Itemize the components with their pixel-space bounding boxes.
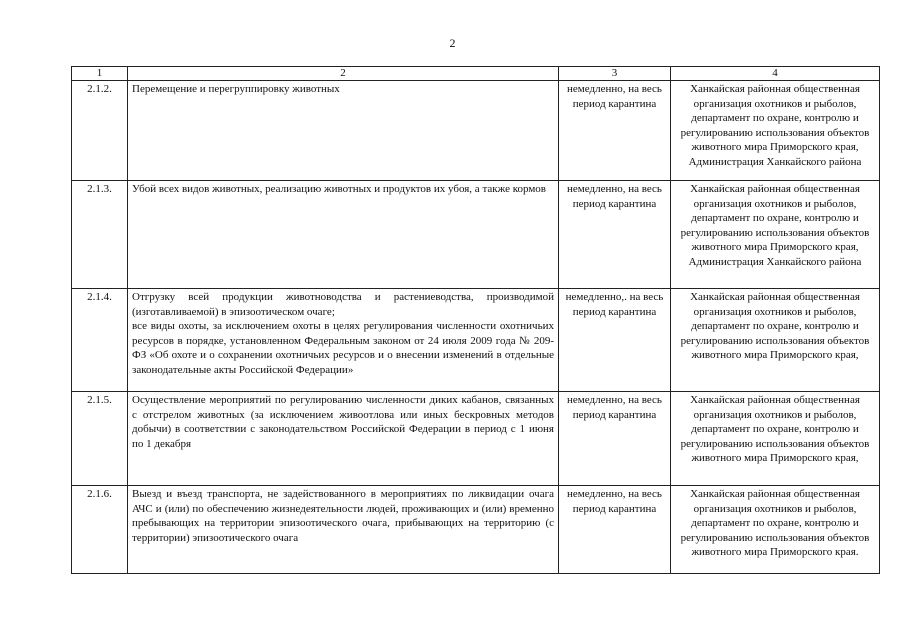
measure-term: немедленно, на весь период карантина — [559, 81, 671, 181]
measure-description — [128, 486, 559, 574]
item-number: 2.1.6. — [72, 486, 128, 574]
responsible-party: Ханкайская районная общественная организация охотников и рыболов, департамент по охране, контролю и регулированию использования объектов животного мира Приморского края, Администрация Ханкайского района — [671, 181, 880, 289]
table-row — [72, 289, 880, 392]
measure-term: немедленно,. на весь период карантина — [559, 289, 671, 392]
measure-text: Выезд и въезд транспорта, не задействованного в мероприятиях по ликвидации очага АЧС и (или) по обеспечению жизнедеятельности людей, проживающих и (или) временно пребывающих на территории эпизоотического очага, прибывающих на территорию (с территории) эпизоотического очага — [132, 488, 554, 544]
table-row — [72, 81, 880, 181]
responsible-party: Ханкайская районная общественная организация охотников и рыболов, департамент по охране, контролю и регулированию использования объектов животного мира Приморского края, Администрация Ханкайского района — [671, 81, 880, 181]
measure-description — [128, 289, 559, 392]
item-number: 2.1.5. — [72, 392, 128, 486]
measure-text: Осуществление мероприятий по регулированию численности диких кабанов, связанных с отстрелом животных (за исключением живоотлова или иных бескровных методов добычи) в соответствии с законодательством Российской Федерации в период с 1 июня по 1 декабря — [132, 394, 554, 450]
measure-term: немедленно, на весь период карантина — [559, 392, 671, 486]
table-row — [72, 181, 880, 289]
column-header-1: 1 — [72, 67, 128, 81]
measure-description — [128, 181, 559, 289]
responsible-party: Ханкайская районная общественная организация охотников и рыболов, департамент по охране, контролю и регулированию использования объектов животного мира Приморского края, — [671, 392, 880, 486]
item-number: 2.1.4. — [72, 289, 128, 392]
measure-term: немедленно, на весь период карантина — [559, 486, 671, 574]
item-number: 2.1.3. — [72, 181, 128, 289]
measure-text: Убой всех видов животных, реализацию животных и продуктов их убоя, а также кормов — [132, 183, 546, 195]
measure-text: все виды охоты, за исключением охоты в целях регулирования численности охотничьих ресурсов в порядке, установленном Федеральным законом от 24 июля 2009 года № 209-ФЗ «Об охоте и о сохранении охотничьих ресурсов и о внесении изменений в отдельные законодательные акты Российской Федерации» — [132, 320, 554, 376]
page-number: 2 — [449, 36, 456, 50]
table-row — [72, 392, 880, 486]
measures-table — [71, 66, 880, 574]
measure-description — [128, 392, 559, 486]
measure-text: Перемещение и перегруппировку животных — [132, 83, 340, 95]
measure-text: Отгрузку всей продукции животноводства и растениеводства, производимой (изготавливаемой) в эпизоотическом очаге; — [132, 291, 554, 318]
column-header-3: 3 — [559, 67, 671, 81]
item-number: 2.1.2. — [72, 81, 128, 181]
measure-description — [128, 81, 559, 181]
table-row — [72, 486, 880, 574]
measure-term: немедленно, на весь период карантина — [559, 181, 671, 289]
responsible-party: Ханкайская районная общественная организация охотников и рыболов, департамент по охране, контролю и регулированию использования объектов животного мира Приморского края, — [671, 289, 880, 392]
column-header-2: 2 — [128, 67, 559, 81]
responsible-party: Ханкайская районная общественная организация охотников и рыболов, департамент по охране, контролю и регулированию использования объектов животного мира Приморского края. — [671, 486, 880, 574]
table-header-row — [72, 67, 880, 81]
column-header-4: 4 — [671, 67, 880, 81]
